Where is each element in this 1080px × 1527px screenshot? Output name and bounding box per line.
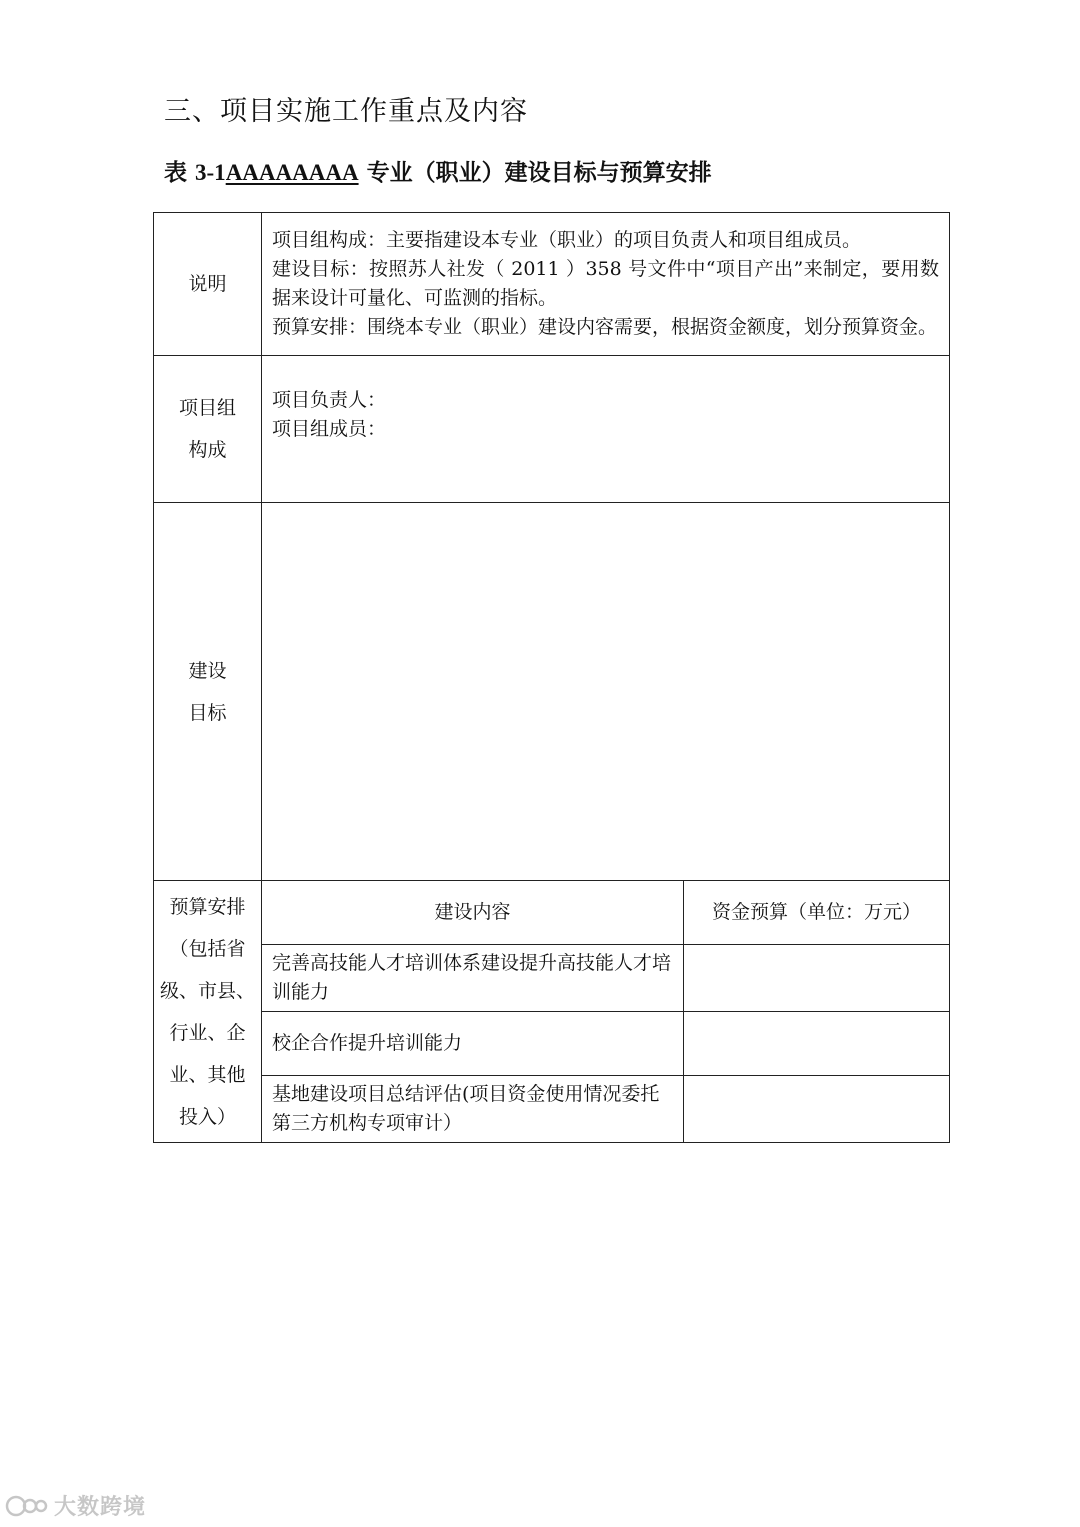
explanation-line-budget: 预算安排：围绕本专业（职业）建设内容需要，根据资金额度，划分预算资金。 — [272, 316, 938, 338]
goals-label-line2: 目标 — [188, 701, 227, 724]
budget-form-table — [153, 212, 950, 1143]
team-members-field: 项目组成员： — [272, 418, 387, 440]
goals-row — [154, 503, 950, 881]
budget-item-content: 基地建设项目总结评估(项目资金使用情况委托第三方机构专项审计） — [262, 1076, 684, 1143]
explanation-line-goals: 建设目标：按照苏人社发（ 2011 ）358 号文件中“项目产出”来制定，要用数据来设计可量化、可监测的指标。 — [272, 258, 940, 309]
budget-label — [154, 881, 262, 1143]
budget-item-row — [154, 945, 950, 1012]
explanation-line-team: 项目组构成：主要指建设本专业（职业）的项目负责人和项目组成员。 — [272, 229, 862, 251]
budget-item-amount[interactable] — [684, 945, 950, 1012]
team-label-line2: 构成 — [188, 439, 227, 461]
watermark — [4, 1490, 146, 1521]
explanation-label: 说明 — [154, 213, 262, 356]
caption-prefix: 表 — [164, 160, 196, 186]
header-content-cell: 建设内容 — [262, 881, 684, 945]
budget-label-line: 投入） — [178, 1105, 236, 1128]
team-content[interactable] — [262, 356, 950, 503]
watermark-logo-icon — [4, 1494, 48, 1518]
section-heading: 三、项目实施工作重点及内容 — [164, 96, 528, 127]
budget-label-line: 预算安排 — [169, 895, 246, 918]
caption-placeholder: AAAAAAAA — [225, 160, 359, 185]
team-label — [154, 356, 262, 503]
team-row — [154, 356, 950, 503]
explanation-content — [262, 213, 950, 356]
budget-item-row — [154, 1012, 950, 1076]
budget-item-amount[interactable] — [684, 1012, 950, 1076]
budget-item-content: 校企合作提升培训能力 — [262, 1012, 684, 1076]
explanation-row — [154, 213, 950, 356]
budget-label-line: 业、其他 — [169, 1063, 246, 1086]
budget-label-line: 行业、企 — [169, 1021, 246, 1044]
budget-item-content: 完善高技能人才培训体系建设提升高技能人才培训能力 — [262, 945, 684, 1012]
budget-item-row — [154, 1076, 950, 1143]
budget-label-line: 级、市县、 — [159, 979, 255, 1002]
team-label-line1: 项目组 — [178, 397, 236, 419]
header-budget-cell: 资金预算（单位：万元） — [684, 881, 950, 945]
budget-label-line: （包括省 — [169, 937, 246, 960]
watermark-text: 大数跨境 — [54, 1495, 147, 1520]
goals-label — [154, 503, 262, 881]
team-leader-field: 项目负责人： — [272, 389, 387, 411]
caption-suffix: 专业（职业）建设目标与预算安排 — [358, 160, 712, 186]
table-caption — [164, 156, 712, 190]
goals-content[interactable] — [262, 503, 950, 881]
budget-header-row — [154, 881, 950, 945]
goals-label-line1: 建设 — [188, 659, 227, 682]
caption-number: 3-1 — [195, 160, 226, 185]
budget-item-amount[interactable] — [684, 1076, 950, 1143]
